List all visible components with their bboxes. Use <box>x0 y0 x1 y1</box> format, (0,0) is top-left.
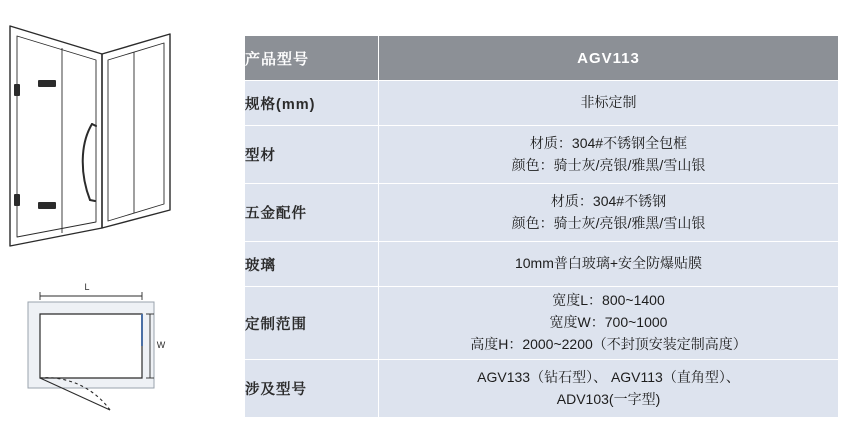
row-value-glass <box>379 242 839 287</box>
value-line: AGV133（钻石型）、 AGV113（直角型）、 <box>477 368 740 385</box>
spec-table <box>244 35 839 418</box>
row-value-custom-range <box>379 287 839 360</box>
shower-enclosure-plan-drawing <box>14 278 194 418</box>
row-label-specification: 规格(mm) <box>245 81 379 126</box>
value-line: 材质：304#不锈钢 <box>550 192 667 209</box>
table-row <box>245 126 839 184</box>
row-value-specification <box>379 81 839 126</box>
dim-label-depth: W <box>156 340 166 350</box>
value-line: 10mm普白玻璃+安全防爆贴膜 <box>514 255 703 272</box>
dim-label-width: L <box>84 282 90 292</box>
row-value-profile <box>379 126 839 184</box>
value-line: 材质：304#不锈钢全包框 <box>529 134 688 151</box>
value-line: ADV103(一字型) <box>556 390 661 407</box>
row-label-related-models: 涉及型号 <box>245 360 379 418</box>
row-label-custom-range: 定制范围 <box>245 287 379 360</box>
table-row <box>245 360 839 418</box>
row-value-hardware <box>379 184 839 242</box>
header-label-cell: 产品型号 <box>245 36 379 81</box>
value-line: 颜色：骑士灰/亮银/雅黑/雪山银 <box>511 156 706 173</box>
value-line: 宽度W：700~1000 <box>549 314 668 331</box>
row-label-profile: 型材 <box>245 126 379 184</box>
table-row <box>245 184 839 242</box>
value-line: 高度H：2000~2200（不封顶安装定制高度） <box>470 335 747 352</box>
product-illustration <box>0 0 240 443</box>
row-label-glass: 玻璃 <box>245 242 379 287</box>
table-row <box>245 81 839 126</box>
table-row <box>245 287 839 360</box>
value-line: 颜色：骑士灰/亮银/雅黑/雪山银 <box>511 214 706 231</box>
row-value-related-models <box>379 360 839 418</box>
value-line: 非标定制 <box>580 94 637 111</box>
table-row <box>245 242 839 287</box>
table-header-row <box>245 36 839 81</box>
header-value-cell: AGV113 <box>379 36 839 81</box>
row-label-hardware: 五金配件 <box>245 184 379 242</box>
value-line: 宽度L：800~1400 <box>552 292 665 309</box>
shower-enclosure-3d-drawing <box>2 14 202 264</box>
